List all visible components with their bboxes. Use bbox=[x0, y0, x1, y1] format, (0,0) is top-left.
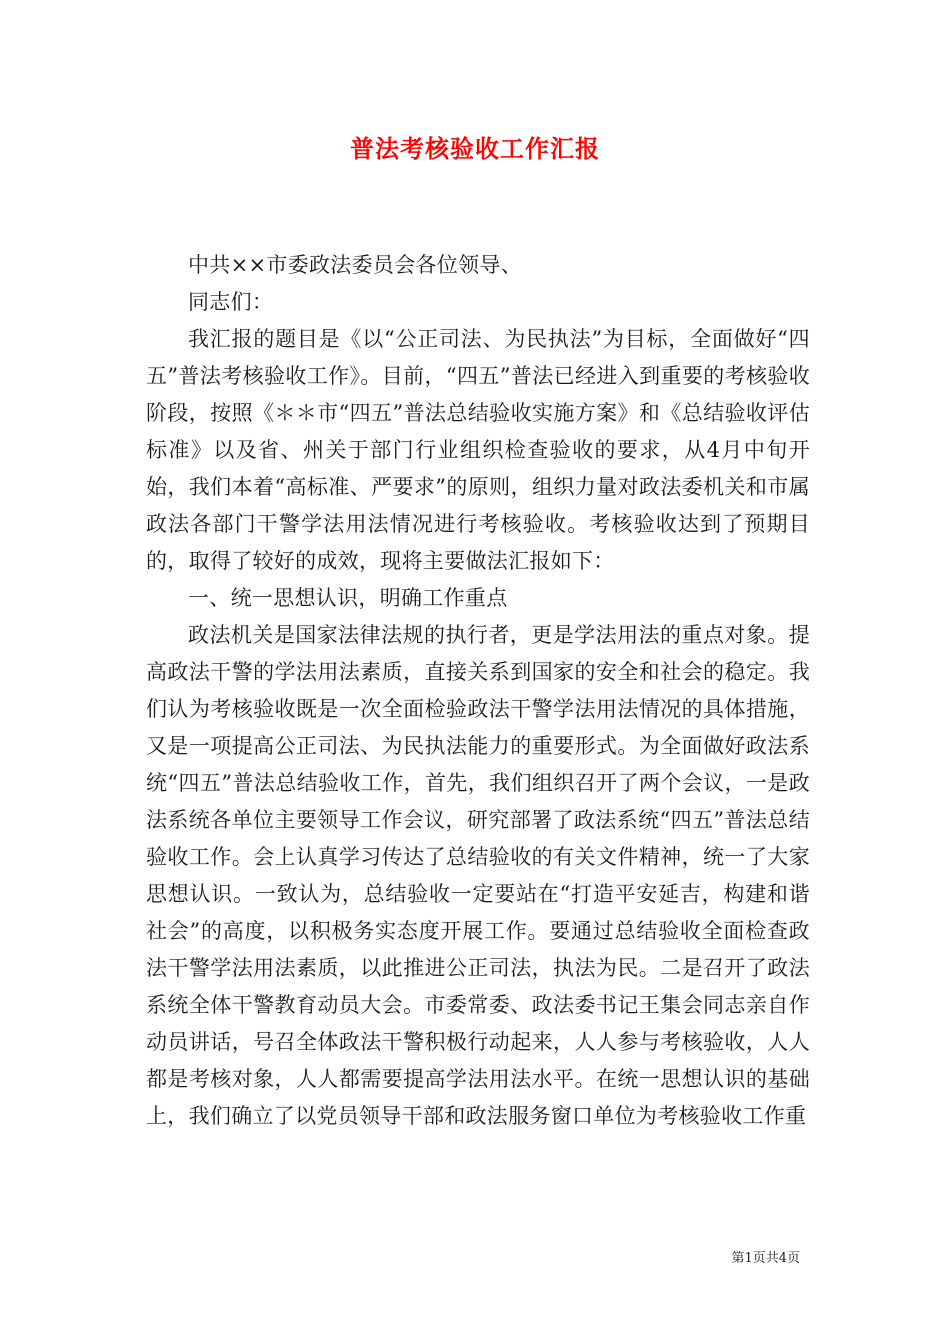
salutation-line: 同志们： bbox=[188, 290, 274, 314]
document-title: 普法考核验收工作汇报 bbox=[350, 134, 600, 163]
section-heading: 一、统一思想认识，明确工作重点 bbox=[188, 586, 508, 610]
document-body bbox=[146, 247, 810, 1135]
body-paragraph: 我汇报的题目是《以“公正司法、为民执法”为目标，全面做好“四五”普法考核验收工作》。目前，“四五”普法已经进入到重要的考核验收阶段，按照《＊＊市“四五”普法总结验收实施方案》和《总结验收评估标准》以及省、州关于部门行业组织检查验收的要求，从4月中旬开始，我们本着“高标准、严要求”的原则，组织力量对政法委机关和市属政法各部门干警学法用法情况进行考核验收。考核验收达到了预期目的，取得了较好的成效，现将主要做法汇报如下： bbox=[146, 327, 810, 573]
page-number: 第1页共4页 bbox=[731, 1251, 800, 1266]
body-paragraph: 政法机关是国家法律法规的执行者，更是学法用法的重点对象。提高政法干警的学法用法素质，直接关系到国家的安全和社会的稳定。我们认为考核验收既是一次全面检验政法干警学法用法情况的具体措施，又是一项提高公正司法、为民执法能力的重要形式。为全面做好政法系统“四五”普法总结验收工作，首先，我们组织召开了两个会议，一是政法系统各单位主要领导工作会议，研究部署了政法系统“四五”普法总结验收工作。会上认真学习传达了总结验收的有关文件精神，统一了大家思想认识。一致认为，总结验收一定要站在“打造平安延吉，构建和谐社会”的高度，以积极务实态度开展工作。要通过总结验收全面检查政法干警学法用法素质，以此推进公正司法，执法为民。二是召开了政法系统全体干警教育动员大会。市委常委、政法委书记王集会同志亲自作动员讲话，号召全体政法干警积极行动起来，人人参与考核验收，人人都是考核对象，人人都需要提高学法用法水平。在统一思想认识的基础上，我们确立了以党员领导干部和政法服务窗口单位为考核验收工作重 bbox=[146, 623, 810, 1128]
salutation-line: 中共××市委政法委员会各位领导、 bbox=[188, 253, 522, 277]
